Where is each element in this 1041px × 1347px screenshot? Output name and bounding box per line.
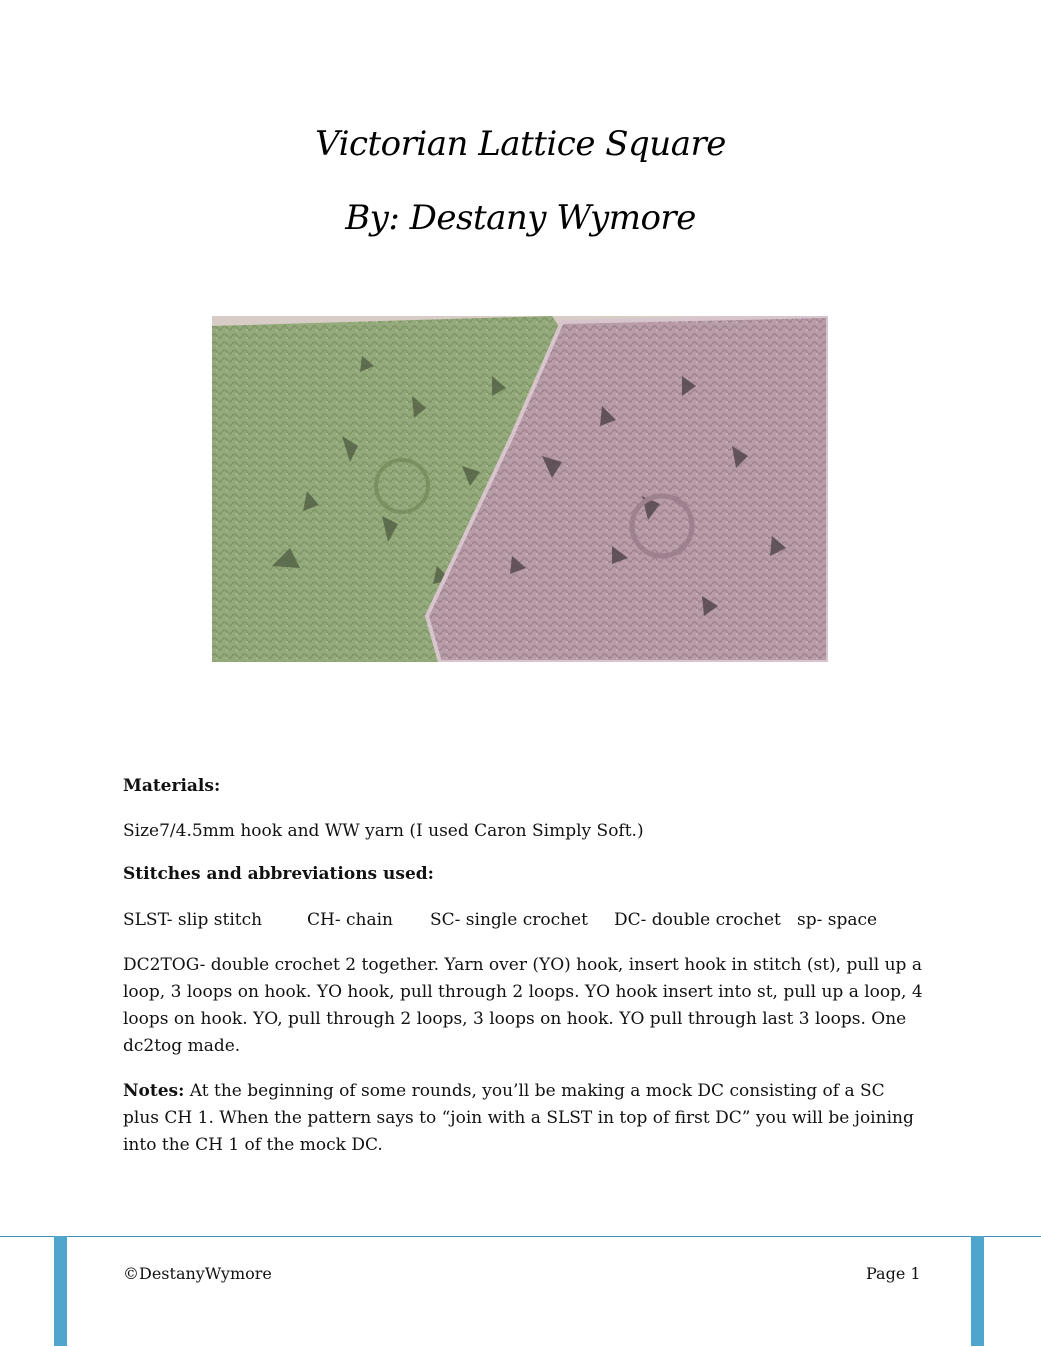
footer-page-number: Page 1 xyxy=(866,1264,921,1283)
stitch-item: SC- single crochet xyxy=(430,910,588,930)
stitch-item: sp- space xyxy=(797,910,878,930)
stitch-abbreviation-list xyxy=(123,907,913,934)
materials-text: Size7/4.5mm hook and WW yarn (I used Caron Simply Soft.) xyxy=(123,821,644,841)
pattern-title: Victorian Lattice Square xyxy=(315,124,726,164)
stitches-heading: Stitches and abbreviations used: xyxy=(123,864,434,884)
notes-label: Notes: xyxy=(123,1081,185,1101)
footer-left-bar xyxy=(54,1236,67,1346)
pattern-author: By: Destany Wymore xyxy=(345,198,696,238)
materials-heading: Materials: xyxy=(123,776,221,796)
notes-paragraph xyxy=(123,1078,923,1159)
footer-divider xyxy=(0,1236,1041,1237)
stitch-item: SLST- slip stitch xyxy=(123,910,263,930)
crochet-squares-photo xyxy=(212,316,828,662)
stitch-item: CH- chain xyxy=(307,910,393,930)
footer-copyright: ©DestanyWymore xyxy=(123,1264,272,1283)
stitch-item: DC- double crochet xyxy=(614,910,781,930)
notes-text: At the beginning of some rounds, you’ll be making a mock DC consisting of a SC plus CH 1. When the pattern says to “join with a SLST in top of first DC” you will be joining into the CH 1 of the mock DC. xyxy=(123,1081,914,1155)
footer-right-bar xyxy=(971,1236,984,1346)
dc2tog-description: DC2TOG- double crochet 2 together. Yarn over (YO) hook, insert hook in stitch (st), pull up a loop, 3 loops on hook. YO hook, pull through 2 loops. YO hook insert into st, pull up a loop, 4 loops on hook. YO, pull through 2 loops, 3 loops on hook. YO pull through last 3 loops. One dc2tog made. xyxy=(123,955,923,1056)
